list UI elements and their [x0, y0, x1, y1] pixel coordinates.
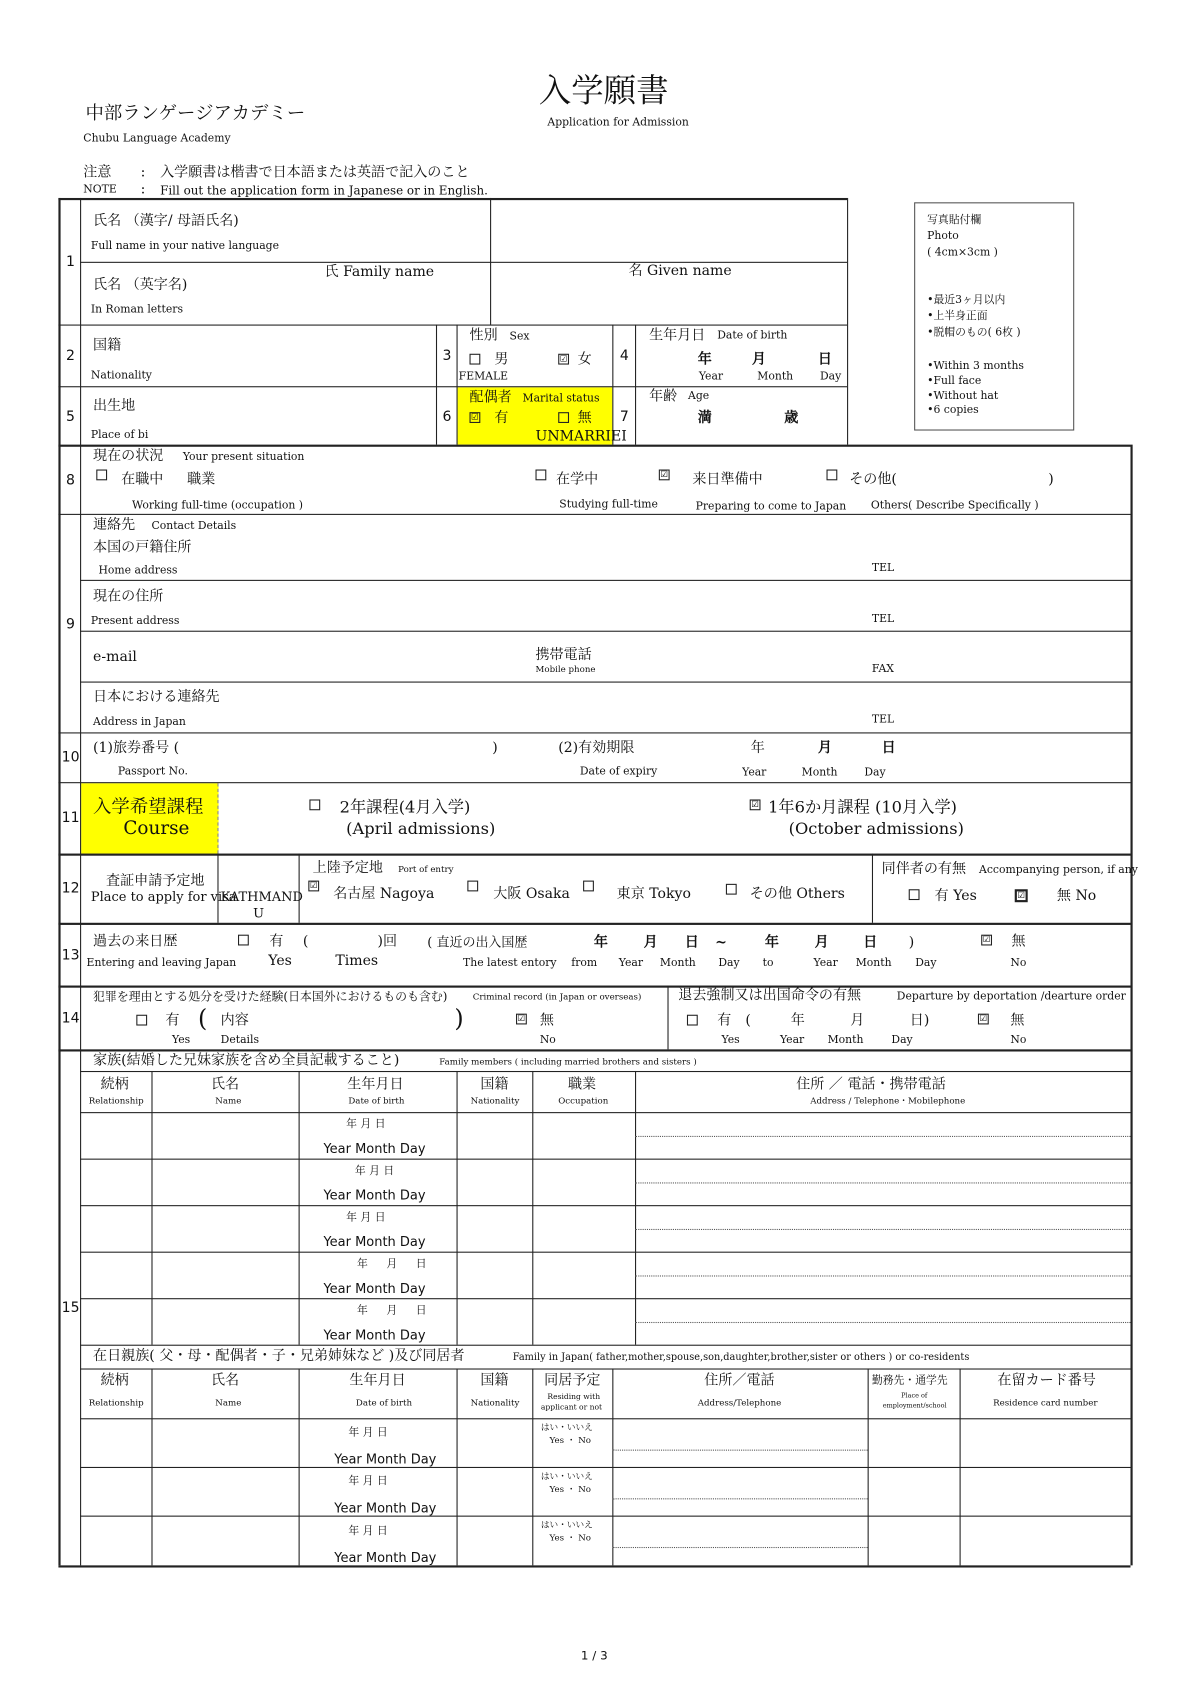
- day-label: 日: [817, 351, 832, 368]
- marital-value: UNMARRIEI: [535, 428, 627, 445]
- studying-label-en: Studying full-time: [559, 498, 658, 511]
- studying-checkbox[interactable]: [535, 470, 546, 481]
- row-number: 8: [65, 472, 75, 489]
- dob-ymd-en: Year Month Day: [323, 1234, 426, 1250]
- col-name-en: Name: [215, 1095, 242, 1106]
- colon: :: [140, 164, 146, 181]
- col-residence-card: 在留カード番号: [997, 1372, 1096, 1390]
- deport-no-label-en: No: [1010, 1034, 1027, 1047]
- year-label-en: Year: [698, 371, 724, 383]
- course-2year-label: 2年課程(4月入学): [339, 797, 471, 817]
- day-label: 日: [684, 934, 699, 951]
- col-residing: 同居予定: [544, 1372, 601, 1390]
- contact-label-en: Contact Details: [151, 520, 237, 533]
- criminal-record-label-en: Criminal record (in Japan or overseas): [472, 992, 642, 1002]
- crime-no-checkbox-checked[interactable]: ☑: [517, 1013, 526, 1024]
- month-label-en: Month: [659, 957, 696, 970]
- photo-rule: •6 copies: [927, 404, 979, 417]
- nagoya-checkbox-checked[interactable]: ☑: [309, 880, 318, 891]
- photo-rule: •Full face: [927, 375, 982, 388]
- crime-yes-label-en: Yes: [172, 1034, 191, 1047]
- tilde: ~: [715, 934, 727, 951]
- accompany-yes-label: 有 Yes: [934, 888, 977, 905]
- row-number: 4: [619, 348, 629, 365]
- paren: ): [908, 934, 915, 951]
- year-label-en: Year: [813, 957, 838, 970]
- day-label: 日): [909, 1012, 930, 1029]
- japan-family-title: 在日親族( 父・母・配偶者・子・兄弟姉妹など )及び同居者: [93, 1347, 465, 1365]
- col-workplace: 勤務先・通学先: [871, 1374, 948, 1387]
- residing-yes-no-en: Yes ・ No: [549, 1484, 592, 1494]
- paren: ): [1048, 471, 1054, 488]
- age-label-en: Age: [688, 390, 710, 403]
- school-name-jp: 中部ランゲージアカデミー: [85, 102, 306, 125]
- col-occupation: 職業: [567, 1076, 597, 1093]
- working-checkbox[interactable]: [96, 470, 107, 481]
- day-label: 日: [863, 934, 878, 951]
- male-label: 男: [494, 351, 509, 368]
- row-number: 6: [442, 408, 452, 426]
- photo-rule: •脱帽のもの( 6枚 ): [927, 326, 1021, 339]
- situation-label-en: Your present situation: [182, 451, 305, 464]
- col-address: 住所／電話: [704, 1372, 775, 1390]
- day-label-en: Day: [820, 371, 842, 383]
- residing-yes-no-en: Yes ・ No: [549, 1532, 592, 1543]
- preparing-label: 来日準備中: [692, 471, 763, 488]
- paren: ): [454, 1006, 464, 1034]
- paren: (: [745, 1012, 751, 1029]
- roman-name-label: 氏名 （英字名): [93, 276, 188, 294]
- colon: :: [140, 181, 146, 198]
- sex-label-en: Sex: [509, 331, 530, 343]
- osaka-label: 大阪 Osaka: [493, 885, 570, 903]
- row-number: 5: [65, 408, 75, 426]
- course-2year-checkbox[interactable]: [309, 799, 320, 810]
- crime-no-label: 無: [539, 1012, 554, 1029]
- dob-ymd: 年 月 日: [356, 1258, 427, 1271]
- japan-family-title-en: Family in Japan( father,mother,spouse,son,daughter,brother,sister or others ) or co-residents: [512, 1352, 970, 1364]
- month-label-en: Month: [757, 371, 794, 383]
- dob-ymd-en: Year Month Day: [334, 1451, 437, 1467]
- row-number: 13: [61, 947, 80, 964]
- history-no-label-en: No: [1010, 957, 1027, 970]
- accompany-label-en: Accompanying person, if any: [979, 864, 1138, 877]
- day-label-en: Day: [718, 957, 740, 970]
- col-residing-en: Residing with: [547, 1392, 601, 1401]
- history-yes-label: 有: [269, 933, 284, 950]
- dob-ymd: 年 月 日: [354, 1165, 395, 1177]
- dob-ymd-en: Year Month Day: [323, 1141, 426, 1157]
- col-nationality: 国籍: [480, 1076, 509, 1093]
- expiry-label-en: Date of expiry: [579, 765, 658, 778]
- col-relationship-en: Relationship: [88, 1095, 144, 1106]
- family-title: 家族(結婚した兄妹家族を含め全員記載すること): [93, 1052, 400, 1069]
- col-name: 氏名: [210, 1372, 240, 1390]
- dob-ymd-en: Year Month Day: [323, 1327, 426, 1343]
- situation-label: 現在の状況: [93, 447, 164, 465]
- dob-label-en: Date of birth: [717, 329, 788, 342]
- native-name-field[interactable]: [491, 199, 846, 261]
- photo-rule: •最近3ヶ月以内: [927, 294, 1006, 307]
- col-nationality-en: Nationality: [470, 1397, 520, 1408]
- course-18month-label-en: (October admissions): [788, 818, 964, 839]
- unmarried-checkbox[interactable]: [558, 412, 569, 423]
- dob-ymd-en: Year Month Day: [334, 1500, 437, 1516]
- tokyo-label: 東京 Tokyo: [616, 885, 691, 903]
- nationality-label-en: Nationality: [90, 369, 152, 382]
- tel-label: TEL: [871, 562, 895, 575]
- month-label: 月: [814, 934, 829, 951]
- residing-yes-no: はい・いいえ: [540, 1471, 593, 1481]
- tokyo-checkbox[interactable]: [583, 881, 594, 892]
- row-number: 7: [619, 408, 629, 426]
- col-dob-en: Date of birth: [348, 1095, 405, 1106]
- details-label-en: Details: [220, 1034, 260, 1047]
- sex-label: 性別: [469, 327, 498, 345]
- deport-yes-label: 有: [717, 1012, 732, 1029]
- studying-label: 在学中: [556, 471, 599, 488]
- day-label-en: Day: [915, 957, 937, 970]
- photo-title: 写真貼付欄: [927, 214, 982, 227]
- working-label: 在職中: [121, 471, 164, 488]
- dob-ymd: 年 月 日: [348, 1426, 388, 1439]
- dob-ymd-en: Year Month Day: [334, 1550, 437, 1566]
- visa-place-label-en: Place to apply for visa: [90, 889, 237, 905]
- details-label: 内容: [220, 1012, 249, 1029]
- times-label-en: Times: [335, 953, 379, 970]
- col-workplace-en: Place of: [901, 1392, 928, 1400]
- mobile-label: 携帯電話: [535, 646, 592, 664]
- col-dob: 生年月日: [347, 1076, 404, 1093]
- page-number: 1 / 3: [580, 1648, 608, 1663]
- month-label: 月: [643, 934, 658, 951]
- photo-label: Photo: [927, 230, 959, 243]
- col-residence-card-en: Residence card number: [993, 1397, 1098, 1408]
- year-label: 年: [697, 351, 712, 368]
- home-address-label: 本国の戸籍住所: [93, 539, 192, 557]
- photo-rule: •Within 3 months: [927, 360, 1024, 373]
- port-label: 上陸予定地: [312, 860, 383, 877]
- dob-label: 生年月日: [649, 327, 706, 345]
- row-number: 12: [61, 880, 80, 897]
- dob-ymd-en: Year Month Day: [323, 1280, 426, 1296]
- row-number: 9: [65, 616, 75, 633]
- mobile-label-en: Mobile phone: [535, 664, 596, 674]
- note-label-jp: 注意: [83, 164, 112, 181]
- given-name-label: 名 Given name: [628, 262, 732, 280]
- latest-entry-label-en: The latest entory: [463, 957, 557, 970]
- month-label-en: Month: [855, 957, 892, 970]
- year-label: 年: [790, 1012, 805, 1029]
- roman-name-label-en: In Roman letters: [90, 303, 184, 316]
- osaka-checkbox[interactable]: [467, 881, 478, 892]
- history-no-checkbox-checked[interactable]: ☑: [982, 934, 991, 945]
- paren: ): [492, 739, 498, 757]
- present-address-label-en: Present address: [90, 615, 180, 628]
- month-label: 月: [751, 351, 766, 368]
- residing-yes-no: はい・いいえ: [540, 1519, 593, 1530]
- dob-ymd: 年 月 日: [346, 1211, 386, 1224]
- latest-entry-label: ( 直近の出入国歴: [427, 934, 528, 950]
- marital-label-en: Marital status: [522, 392, 600, 405]
- note-jp: 入学願書は楷書で日本語または英語で記入のこと: [160, 164, 470, 181]
- home-address-label-en: Home address: [98, 564, 178, 577]
- dob-ymd: 年 月 日: [356, 1304, 427, 1317]
- residing-yes-no-en: Yes ・ No: [549, 1435, 592, 1446]
- port-label-en: Port of entry: [398, 864, 454, 875]
- others-checkbox[interactable]: [826, 470, 837, 481]
- year-label: 年: [764, 934, 779, 951]
- accompany-no-label: 無 No: [1056, 888, 1097, 905]
- accompany-yes-checkbox[interactable]: [909, 889, 920, 900]
- visa-place-value: KATHMAND: [220, 889, 303, 905]
- preparing-checkbox-checked[interactable]: ☑: [660, 469, 669, 480]
- passport-label-en: Passport No.: [117, 765, 188, 778]
- course-2year-label-en: (April admissions): [346, 818, 496, 839]
- family-name-label: 氏 Family name: [324, 263, 435, 281]
- married-checkbox-checked[interactable]: ☑: [471, 412, 479, 422]
- school-name-en: Chubu Language Academy: [83, 133, 231, 145]
- row-number: 1: [65, 254, 75, 271]
- birthplace-label-en: Place of bi: [90, 429, 149, 442]
- row-number: 14: [61, 1010, 80, 1027]
- form-title: 入学願書: [538, 72, 669, 111]
- day-label-en: Day: [864, 766, 886, 779]
- age-label: 年齢: [649, 388, 678, 405]
- photo-rule: •上半身正面: [927, 310, 988, 323]
- preparing-label-en: Preparing to come to Japan: [695, 500, 847, 513]
- unmarried-label: 無: [577, 410, 592, 427]
- crime-no-label-en: No: [539, 1034, 556, 1047]
- crime-yes-checkbox[interactable]: [136, 1015, 147, 1026]
- port-others-checkbox[interactable]: [726, 884, 737, 895]
- col-nationality: 国籍: [480, 1372, 509, 1390]
- history-yes-label-en: Yes: [268, 953, 292, 970]
- row-number: 15: [61, 1300, 80, 1317]
- year-label: 年: [593, 934, 608, 951]
- nationality-label: 国籍: [93, 337, 122, 354]
- visa-place-value: U: [253, 905, 265, 921]
- year-label-en: Year: [779, 1034, 805, 1047]
- col-address: 住所 ／ 電話・携帯電話: [796, 1076, 946, 1093]
- dob-ymd: 年 月 日: [348, 1525, 388, 1538]
- tel-label: TEL: [871, 713, 895, 726]
- col-dob: 生年月日: [349, 1372, 406, 1390]
- deport-yes-checkbox[interactable]: [687, 1015, 698, 1026]
- email-label: e-mail: [93, 649, 137, 666]
- working-label-en: Working full-time (occupation ): [131, 499, 303, 512]
- male-checkbox[interactable]: [470, 354, 481, 365]
- day-label: 日: [881, 739, 896, 757]
- times-label: )回: [377, 933, 398, 950]
- history-no-label: 無: [1011, 933, 1026, 950]
- native-name-label-en: Full name in your native language: [90, 240, 280, 253]
- visa-place-label: 査証申請予定地: [106, 873, 205, 890]
- deportation-label-en: Departure by deportation /dearture order: [896, 990, 1126, 1003]
- year-label-en: Year: [742, 766, 767, 779]
- accompany-no-checkbox-checked[interactable]: ☑: [1015, 889, 1028, 902]
- paren: (: [302, 933, 309, 950]
- passport-label: (1)旅券番号 (: [93, 739, 180, 757]
- form-subtitle: Application for Admission: [547, 116, 689, 129]
- day-label-en: Day: [891, 1034, 913, 1047]
- month-label: 月: [817, 739, 832, 757]
- from-label: from: [571, 957, 598, 970]
- others-label: その他(: [849, 471, 897, 488]
- marital-label: 配偶者: [469, 389, 512, 406]
- course-label-en: Course: [123, 817, 190, 840]
- fax-label: FAX: [871, 663, 895, 676]
- col-nationality-en: Nationality: [470, 1095, 520, 1106]
- deport-yes-label-en: Yes: [721, 1034, 740, 1047]
- col-workplace-en: employment/school: [882, 1402, 947, 1410]
- deportation-label: 退去強制又は出国命令の有無: [678, 987, 862, 1004]
- row-number: 3: [442, 348, 452, 365]
- accompany-label: 同伴者の有無: [881, 861, 967, 878]
- to-label: to: [762, 957, 774, 970]
- family-title-en: Family members ( including married brothers and sisters ): [439, 1056, 697, 1067]
- col-name: 氏名: [210, 1076, 240, 1093]
- note-en: Fill out the application form in Japanese or in English.: [160, 183, 488, 198]
- female-checkbox-checked[interactable]: ☑: [559, 353, 568, 364]
- col-relationship: 続柄: [100, 1076, 129, 1093]
- course-18month-checkbox-checked[interactable]: ☑: [751, 799, 759, 810]
- japan-history-label-en: Entering and leaving Japan: [86, 957, 237, 970]
- dob-ymd: 年 月 日: [348, 1475, 388, 1488]
- crime-yes-label: 有: [165, 1012, 180, 1029]
- birthplace-label: 出生地: [93, 398, 136, 415]
- row-number: 2: [65, 348, 75, 365]
- deport-no-checkbox-checked[interactable]: ☑: [979, 1013, 988, 1024]
- japan-history-label: 過去の来日歴: [93, 933, 178, 950]
- japan-address-label-en: Address in Japan: [93, 716, 186, 729]
- japan-address-label: 日本における連絡先: [93, 689, 220, 706]
- occupation-label: 職業: [187, 471, 216, 488]
- dob-ymd-en: Year Month Day: [323, 1187, 426, 1203]
- expiry-label: (2)有効期限: [558, 739, 635, 757]
- col-relationship-en: Relationship: [88, 1397, 144, 1408]
- criminal-record-label: 犯罪を理由とする処分を受けた経験(日本国外におけるものも含む): [93, 989, 448, 1004]
- residing-yes-no: はい・いいえ: [540, 1422, 593, 1433]
- col-residing-en: applicant or not: [540, 1403, 603, 1412]
- col-dob-en: Date of birth: [355, 1397, 413, 1408]
- col-relationship: 続柄: [100, 1372, 129, 1390]
- tel-label: TEL: [871, 613, 895, 626]
- nagoya-label: 名古屋 Nagoya: [333, 885, 435, 903]
- contact-label: 連絡先: [93, 517, 136, 534]
- others-label-en: Others( Describe Specifically ): [870, 499, 1039, 512]
- row-number: 10: [61, 749, 80, 766]
- sex-value: FEMALE: [458, 371, 509, 383]
- col-occupation-en: Occupation: [558, 1095, 609, 1106]
- native-name-label: 氏名 （漢字/ 母語氏名): [93, 213, 239, 230]
- female-label: 女: [577, 351, 592, 368]
- year-label: 年: [750, 739, 765, 757]
- month-label-en: Month: [801, 766, 838, 779]
- year-label-en: Year: [618, 957, 644, 970]
- married-label: 有: [494, 410, 509, 427]
- note-label-en: NOTE: [83, 183, 117, 196]
- deport-no-label: 無: [1010, 1012, 1025, 1029]
- age-full-label: 満: [697, 410, 712, 427]
- age-unit-label: 歳: [784, 410, 799, 427]
- port-others-label: その他 Others: [749, 885, 845, 903]
- paren: (: [197, 1006, 208, 1034]
- row-number: 11: [61, 810, 80, 827]
- photo-size: ( 4cm×3cm ): [927, 246, 998, 259]
- history-yes-checkbox[interactable]: [238, 935, 249, 946]
- month-label-en: Month: [827, 1034, 864, 1047]
- course-18month-label: 1年6か月課程 (10月入学): [768, 797, 958, 817]
- dob-ymd: 年 月 日: [346, 1118, 386, 1131]
- col-address-en: Address / Telephone・Mobilephone: [810, 1095, 966, 1106]
- col-address-en: Address/Telephone: [697, 1397, 782, 1408]
- month-label: 月: [850, 1012, 865, 1029]
- photo-rule: •Without hat: [927, 390, 999, 403]
- present-address-label: 現在の住所: [93, 588, 164, 605]
- col-name-en: Name: [215, 1397, 242, 1408]
- course-label: 入学希望課程: [93, 796, 204, 818]
